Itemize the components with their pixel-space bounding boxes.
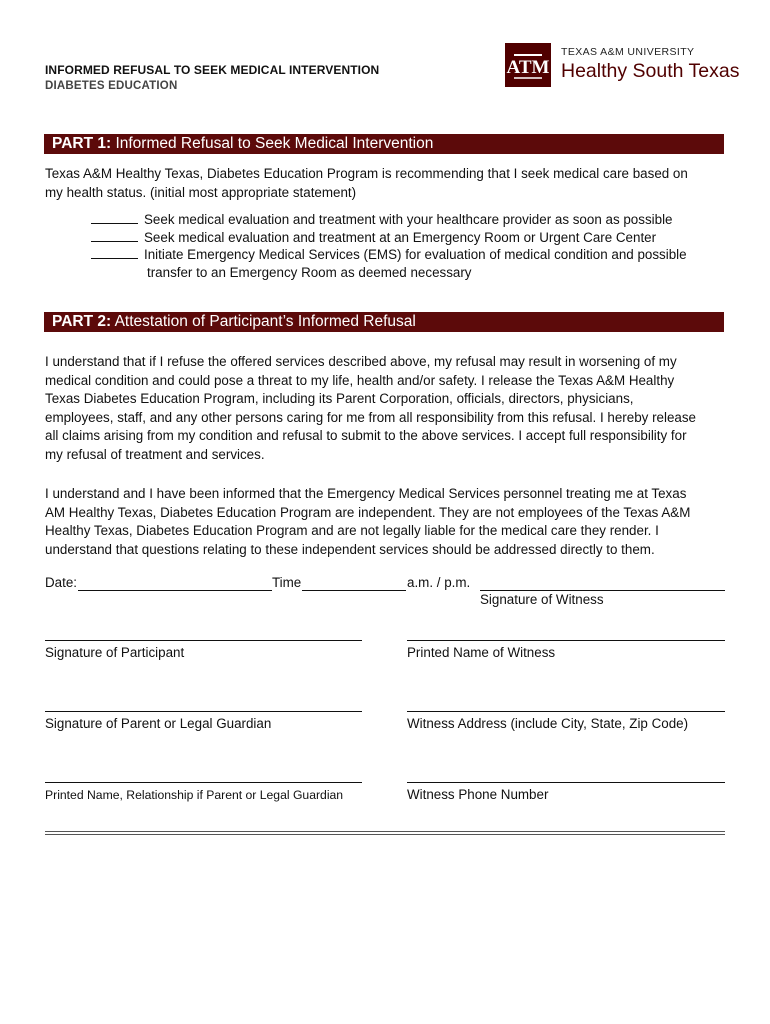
part1-title: Informed Refusal to Seek Medical Intervention [115, 135, 434, 152]
logo-mark-text: ATM [506, 57, 550, 78]
paragraph-line: my refusal of treatment and services. [45, 446, 265, 462]
logo-university-text: TEXAS A&M UNIVERSITY [561, 46, 695, 58]
guardian-printed-name-field[interactable] [45, 782, 362, 783]
form-subtitle: DIABETES EDUCATION [45, 80, 178, 92]
part1-intro-line: Texas A&M Healthy Texas, Diabetes Education Program is recommending that I seek medical care based on [45, 166, 688, 181]
witness-signature-label: Signature of Witness [480, 592, 604, 607]
part2-header [44, 312, 724, 332]
witness-signature-field[interactable] [480, 590, 725, 591]
paragraph-line: I understand that if I refuse the offered services described above, my refusal may result in worsening of my [45, 354, 677, 369]
witness-printed-name-field[interactable] [407, 640, 725, 641]
option-text: Seek medical evaluation and treatment with your healthcare provider as soon as possible [144, 212, 673, 227]
option-text: Initiate Emergency Medical Services (EMS) for evaluation of medical condition and possible [144, 247, 687, 263]
part2-paragraph-1 [45, 353, 725, 464]
paragraph-line: Healthy Texas, Diabetes Education Program and are not legally liable for the medical care they render. I [45, 523, 659, 538]
tamu-logo-icon [505, 43, 551, 87]
option-text-continued: transfer to an Emergency Room as deemed necessary [147, 265, 472, 281]
witness-phone-field[interactable] [407, 782, 725, 783]
option-row-2 [91, 229, 731, 247]
paragraph-line: medical condition and could pose a threat to my life, health and/or safety. I release the Texas A&M Healthy [45, 372, 675, 388]
guardian-printed-name-label: Printed Name, Relationship if Parent or Legal Guardian [45, 788, 344, 802]
date-field[interactable] [78, 590, 272, 591]
time-label: Time [272, 575, 302, 590]
logo-program-text: Healthy South Texas [561, 60, 740, 82]
initial-blank-2[interactable] [91, 229, 138, 242]
witness-printed-name-label: Printed Name of Witness [407, 645, 556, 660]
bottom-divider [45, 831, 725, 835]
part1-intro-line: my health status. (initial most appropriate statement) [45, 184, 357, 200]
part1-options [91, 211, 731, 282]
option-row-3 [91, 246, 731, 264]
initial-blank-3[interactable] [91, 246, 138, 259]
part1-label: PART 1: [52, 135, 112, 152]
initial-blank-1[interactable] [91, 211, 138, 224]
witness-address-label: Witness Address (include City, State, Zip Code) [407, 716, 689, 731]
paragraph-line: understand that questions relating to these independent services should be addressed directly to them. [45, 541, 655, 557]
part2-title: Attestation of Participant’s Informed Refusal [114, 313, 416, 330]
participant-signature-label: Signature of Participant [45, 645, 185, 660]
witness-address-field[interactable] [407, 711, 725, 712]
paragraph-line: AM Healthy Texas, Diabetes Education Program are independent. They are not employees of the Texas A&M [45, 504, 691, 520]
paragraph-line: employees, staff, and any other persons caring for me from all responsibility from this refusal. I hereby release [45, 409, 696, 425]
part2-paragraph-2 [45, 485, 725, 559]
paragraph-line: all claims arising from my condition and refusal to submit to the above services. I accept full responsibility for [45, 428, 687, 443]
paragraph-line: Texas Diabetes Education Program, including its Parent Corporation, officials, directors, physicians, [45, 391, 634, 406]
time-field[interactable] [302, 590, 406, 591]
participant-signature-field[interactable] [45, 640, 362, 641]
part1-intro [45, 165, 725, 202]
guardian-signature-field[interactable] [45, 711, 362, 712]
guardian-signature-label: Signature of Parent or Legal Guardian [45, 716, 272, 731]
part1-header [44, 134, 724, 154]
date-label: Date: [45, 575, 78, 590]
paragraph-line: I understand and I have been informed that the Emergency Medical Services personnel treating me at Texas [45, 486, 687, 501]
option-row-1 [91, 211, 731, 229]
part2-label: PART 2: [52, 313, 112, 330]
form-title: INFORMED REFUSAL TO SEEK MEDICAL INTERVENTION [45, 63, 380, 77]
option-text: Seek medical evaluation and treatment at an Emergency Room or Urgent Care Center [144, 229, 657, 245]
ampm-label: a.m. / p.m. [407, 575, 471, 590]
witness-phone-label: Witness Phone Number [407, 787, 549, 802]
